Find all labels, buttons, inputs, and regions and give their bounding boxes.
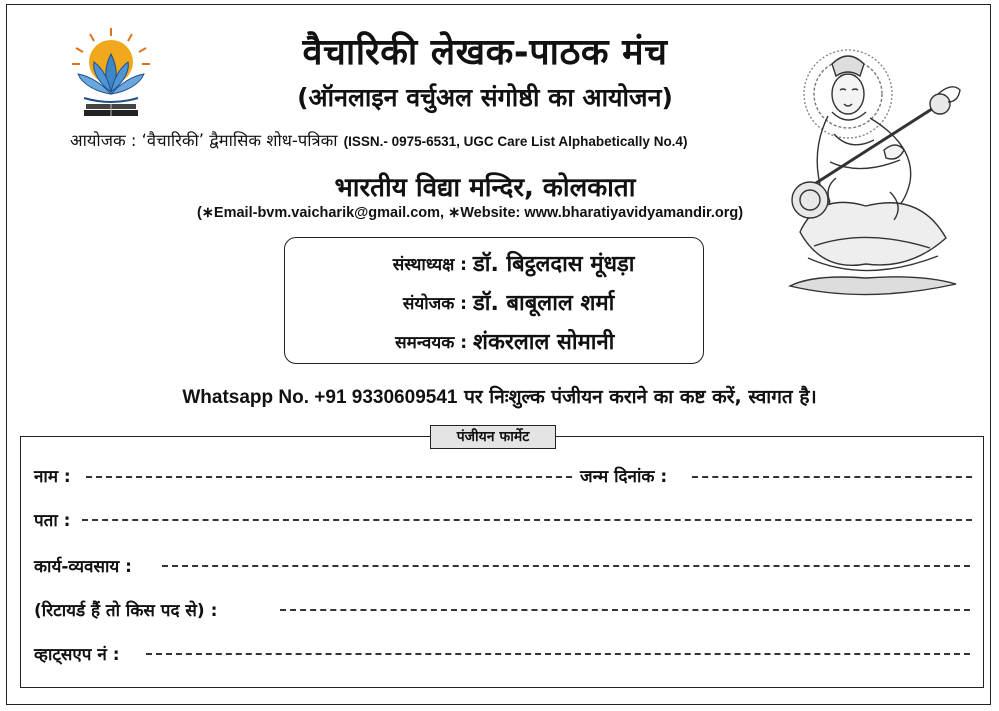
organizer-line: [70, 128, 687, 151]
name-field-label: नाम :: [34, 467, 71, 487]
officers-box: [284, 237, 704, 364]
dob-input-line[interactable]: [692, 476, 972, 478]
registration-form-box: [20, 436, 984, 688]
name-input-line[interactable]: [86, 476, 572, 478]
address-input-line[interactable]: [82, 519, 972, 521]
officer-name: डॉ. बिट्ठलदास मूंधड़ा: [473, 252, 635, 277]
officer-name: शंकरलाल सोमानी: [473, 330, 615, 355]
officer-role: संयोजक :: [402, 294, 467, 314]
page-title: वैचारिकी लेखक-पाठक मंच: [302, 32, 668, 73]
event-subtitle: (ऑनलाइन वर्चुअल संगोष्ठी का आयोजन): [297, 83, 673, 112]
whatsapp-field-label: व्हाट्सएप नं :: [34, 645, 120, 665]
whatsapp-message: पर निःशुल्क पंजीयन कराने का कष्ट करें, स्वागत है।: [464, 386, 817, 408]
officer-role: समन्वयक :: [395, 333, 467, 353]
whatsapp-input-line[interactable]: [146, 653, 970, 655]
officer-name: डॉ. बाबूलाल शर्मा: [473, 291, 615, 316]
retired-field-label: (रिटायर्ड हैं तो किस पद से) :: [34, 601, 218, 621]
form-heading: पंजीयन फार्मेट: [430, 425, 556, 449]
lotus-book-logo-icon: [66, 24, 156, 124]
institute-name: भारतीय विद्या मन्दिर, कोलकाता: [334, 173, 636, 203]
organizer-label: आयोजक : ‘वैचारिकी’ द्वैमासिक शोध-पत्रिका: [70, 131, 338, 150]
whatsapp-registration-note: [0, 383, 999, 409]
contact-line: (∗Email-bvm.vaicharik@gmail.com, ∗Website: www.bharatiyavidyamandir.org): [196, 205, 744, 221]
occupation-field-label: कार्य-व्यवसाय :: [34, 557, 132, 577]
whatsapp-number: Whatsapp No. +91 9330609541: [182, 387, 458, 408]
officer-role: संस्थाध्यक्ष :: [392, 255, 467, 275]
occupation-input-line[interactable]: [162, 565, 970, 567]
issn-text: (ISSN.- 0975-6531, UGC Care List Alphabetically No.4): [343, 134, 688, 149]
retired-input-line[interactable]: [280, 609, 970, 611]
dob-field-label: जन्म दिनांक :: [580, 467, 668, 487]
address-field-label: पता :: [34, 511, 71, 531]
